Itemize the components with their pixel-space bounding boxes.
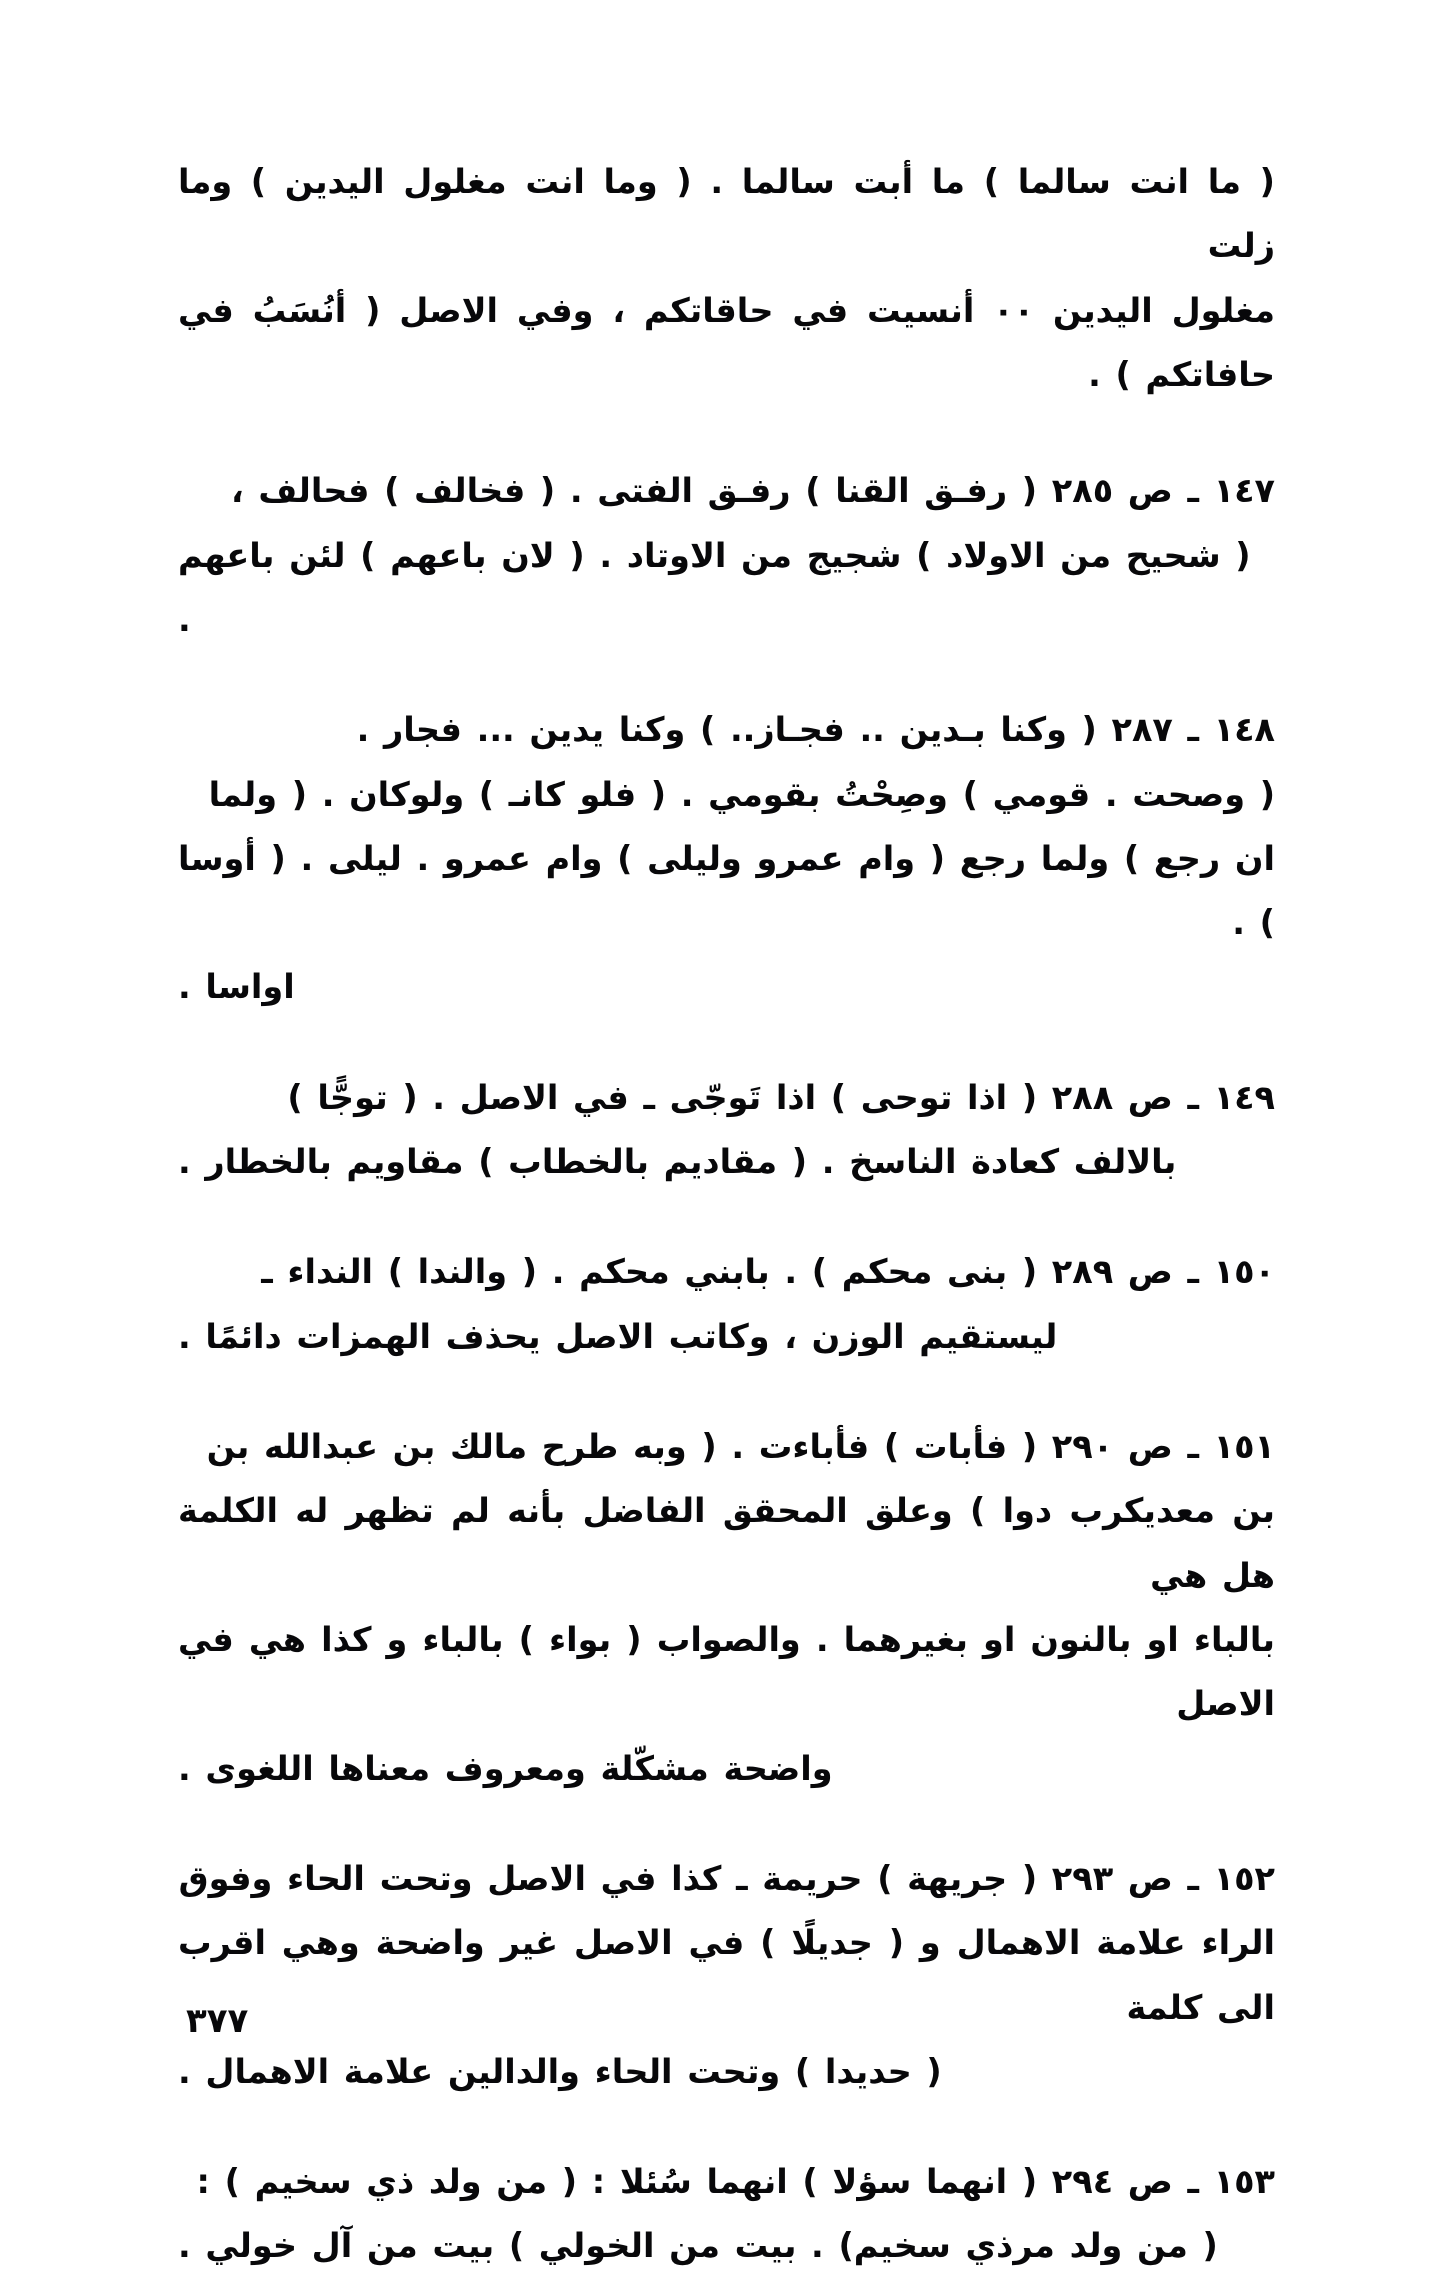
text-line: ان رجع ) ولما رجع ( وام عمرو وليلى ) وام عمرو . ليلى . ( أوسا ) .	[178, 838, 1275, 943]
text-line: ١٤٨ ـ ٢٨٧ ( وكنا بـدين .. فجـاز.. ) وكنا يدين ... فجار .	[356, 710, 1275, 750]
entry-153	[178, 2150, 1275, 2279]
text-line: ١٥٢ ـ ص ٢٩٣ ( جريهة ) حريمة ـ كذا في الاصل وتحت الحاء وفوق	[178, 1858, 1275, 1898]
entry-149	[178, 1066, 1275, 1195]
text-line: ١٥١ ـ ص ٢٩٠ ( فأبات ) فأباءت . ( وبه طرح مالك بن عبدالله بن	[206, 1427, 1275, 1466]
page-text-body	[178, 150, 1275, 2279]
text-line: ليستقيم الوزن ، وكاتب الاصل يحذف الهمزات دائمًا .	[178, 1316, 1058, 1356]
paragraph-continuation-146	[178, 150, 1275, 407]
entry-151	[178, 1415, 1275, 1801]
text-line: بن معديكرب دوا ) وعلق المحقق الفاضل بأنه لم تظهر له الكلمة هل هي	[178, 1491, 1275, 1595]
text-line: واضحة مشكّلة ومعروف معناها اللغوى .	[178, 1748, 833, 1788]
text-line: بالالف كعادة الناسخ . ( مقاديم بالخطاب ) مقاويم بالخطار .	[178, 1142, 1177, 1182]
text-line: ( شحيح من الاولاد ) شجيج من الاوتاد . ( لان باعهم ) لئن باعهم .	[178, 535, 1251, 639]
text-line: مغلول اليدين ٠٠ أنسيت في حاقاتكم ، وفي الاصل ( أنُسَبُ في حافاتكم ) .	[178, 290, 1275, 394]
text-line: ١٥٠ ـ ص ٢٨٩ ( بنى محكم ) . بابني محكم . ( والندا ) النداء ـ	[261, 1252, 1275, 1292]
text-line: ١٤٧ ـ ص ٢٨٥ ( رفـق القنا ) رفـق الفتى . ( فخالف ) فحالف ،	[230, 471, 1275, 511]
text-line: ( حديدا ) وتحت الحاء والدالين علامة الاهمال .	[178, 2051, 942, 2091]
entry-148	[178, 698, 1275, 1020]
entry-152	[178, 1847, 1275, 2104]
text-line: ١٤٩ ـ ص ٢٨٨ ( اذا توحى ) اذا تَوجّى ـ في الاصل . ( توجًّا )	[287, 1077, 1275, 1117]
text-line: ( من ولد مرذي سخيم) . بيت من الخولي ) بيت من آل خولي .	[178, 2226, 1218, 2266]
text-line: ( وصحت . قومي ) وصِحْتُ بقومي . ( فلو كانـ ) ولوكان . ( ولما	[208, 774, 1275, 814]
entry-150	[178, 1240, 1275, 1369]
page-number: ٣٧٧	[186, 2001, 249, 2041]
text-line: ( ما انت سالما ) ما أبت سالما . ( وما انت مغلول اليدين ) وما زلت	[178, 162, 1275, 266]
text-line: ١٥٣ ـ ص ٢٩٤ ( انهما سؤلا ) انهما سُئلا : ( من ولد ذي سخيم ) :	[196, 2162, 1275, 2202]
text-line: بالباء او بالنون او بغيرهما . والصواب ( بواء ) بالباء و كذا هي في الاصل	[178, 1619, 1275, 1724]
entry-147	[178, 459, 1275, 652]
text-line: اواسا .	[178, 967, 295, 1007]
text-line: الراء علامة الاهمال و ( جديلًا ) في الاصل غير واضحة وهي اقرب الى كلمة	[178, 1923, 1275, 2027]
